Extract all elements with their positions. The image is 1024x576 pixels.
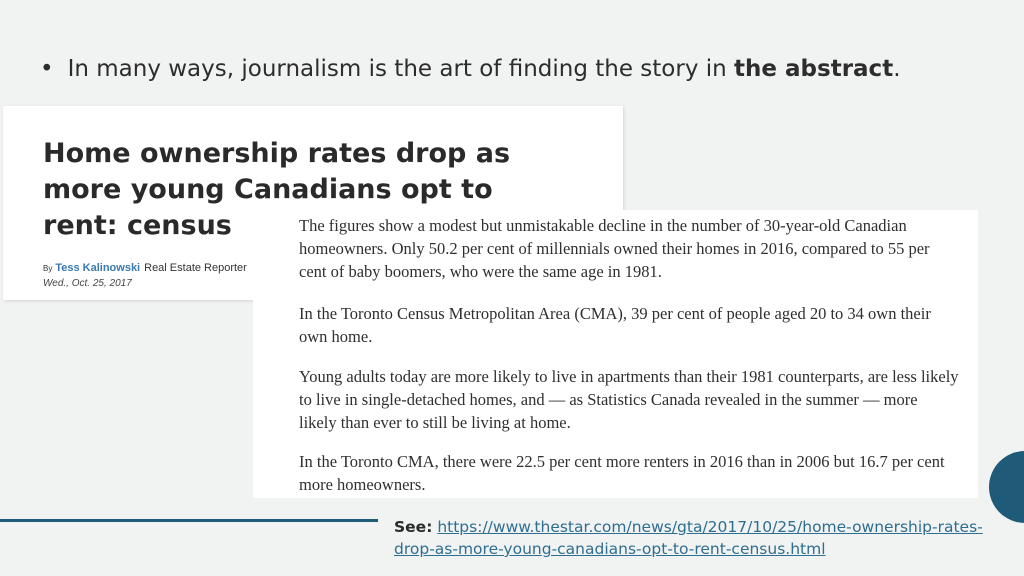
decorative-circle [989, 451, 1024, 523]
article-byline [43, 262, 247, 274]
bullet-emphasis: the abstract [734, 56, 894, 82]
excerpt-paragraph: In the Toronto CMA, there were 22.5 per cent more renters in 2016 than in 2006 but 16.7 per cent more homeowners. [299, 452, 945, 494]
author-link[interactable]: Tess Kalinowski [55, 262, 141, 274]
bullet-text: In many ways, journalism is the art of finding the story in [67, 56, 735, 82]
article-headline: Home ownership rates drop as more young Canadians opt to rent: census [43, 138, 511, 241]
excerpt-paragraph: The figures show a modest but unmistakable decline in the number of 30-year-old Canadian homeowners. Only 50.2 per cent of millennials owned their homes in 2016, compared to 55 per cent of baby boomers, who were the same age in 1981. [299, 216, 930, 281]
article-date: Wed., Oct. 25, 2017 [43, 278, 132, 289]
slide-bullet [40, 56, 901, 82]
source-label: See: [394, 518, 433, 536]
decorative-rule [0, 519, 378, 522]
source-reference [394, 516, 1014, 560]
author-role: Real Estate Reporter [144, 262, 247, 274]
excerpt-paragraph: In the Toronto Census Metropolitan Area (CMA), 39 per cent of people aged 20 to 34 own their own home. [299, 304, 931, 346]
byline-prefix: By [43, 264, 53, 273]
bullet-period: . [893, 56, 901, 82]
source-link[interactable]: https://www.thestar.com/news/gta/2017/10/25/home-ownership-rates-drop-as-more-young-canadians-opt-to-rent-census.html [394, 518, 983, 558]
excerpt-paragraph: Young adults today are more likely to live in apartments than their 1981 counterparts, are less likely to live in single-detached homes, and — as Statistics Canada revealed in the summer — more likely than ever to still be living at home. [299, 367, 959, 432]
article-excerpt-screenshot [253, 210, 978, 498]
bullet-marker: • [40, 56, 54, 82]
